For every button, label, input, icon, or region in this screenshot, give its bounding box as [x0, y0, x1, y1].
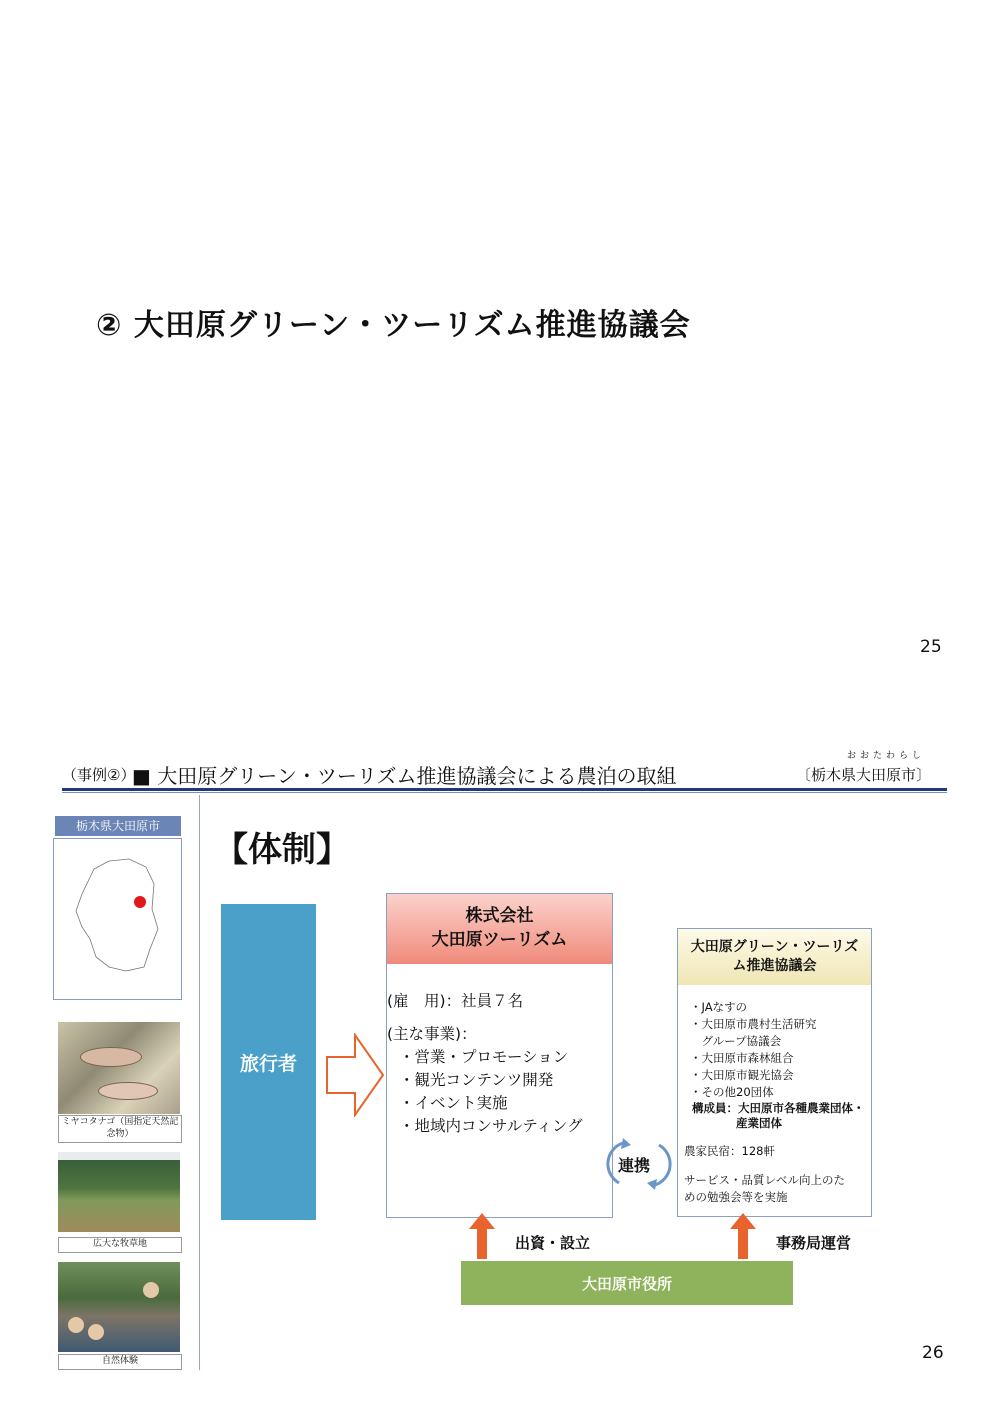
photo-pasture [58, 1152, 180, 1232]
fish-icon [98, 1082, 158, 1100]
header-rule [62, 788, 947, 791]
council-name-line1: 大田原グリーン・ツーリズ [690, 939, 859, 955]
invest-label: 出資・設立 [515, 1234, 591, 1252]
slide-title: ■ 大田原グリーン・ツーリズム推進協議会による農泊の取組 [132, 764, 677, 788]
composition-line2: 産業団体 [736, 1116, 782, 1130]
council-header [678, 929, 871, 985]
person-icon [143, 1282, 159, 1298]
prefecture-map [53, 838, 182, 1000]
page-number: 25 [920, 637, 942, 657]
council-member: ・大田原市森林組合 [690, 1051, 794, 1065]
location-ruby: おおたわらし [846, 751, 925, 761]
link-label: 連携 [618, 1156, 651, 1175]
location-label: 〔栃木県大田原市〕 [795, 766, 931, 784]
map-title: 栃木県大田原市 [55, 816, 181, 836]
fish-icon [80, 1047, 142, 1067]
council-box [677, 928, 872, 1217]
business-item: ・観光コンテンツ開発 [399, 1071, 554, 1089]
diagram-title: 【体制】 [214, 830, 350, 870]
company-header [387, 894, 612, 964]
council-note-line2: めの勉強会等を実施 [684, 1190, 788, 1204]
person-icon [68, 1317, 84, 1333]
traveler-box: 旅行者 [221, 904, 316, 1220]
header-rule-thin [62, 792, 947, 793]
arrow-up-icon [469, 1213, 495, 1259]
composition-label: 構成員： [692, 1101, 738, 1115]
council-member: ・JAなすの [690, 1000, 748, 1014]
caption-pasture: 広大な牧草地 [58, 1237, 182, 1253]
secretariat-label: 事務局運営 [776, 1234, 852, 1252]
page-number: 26 [922, 1343, 944, 1363]
company-name-line1: 株式会社 [465, 906, 534, 926]
council-member: ・大田原市観光協会 [690, 1068, 794, 1082]
company-box [386, 893, 613, 1218]
city-office-box: 大田原市役所 [461, 1261, 793, 1305]
company-name-line2: 大田原ツーリズム [431, 930, 568, 950]
council-member: ・大田原市農村生活研究 [690, 1017, 817, 1031]
council-name-line2: ム推進協議会 [732, 958, 817, 974]
business-item: ・地域内コンサルティング [399, 1117, 583, 1135]
council-member: グループ協議会 [690, 1034, 782, 1048]
arrow-right-icon [325, 1033, 385, 1117]
council-member: ・その他20団体 [690, 1085, 774, 1099]
location-marker-icon [134, 896, 146, 908]
arrow-up-icon [730, 1213, 756, 1259]
caption-fish: ミヤコタナゴ（国指定天然記念物） [58, 1115, 182, 1143]
person-icon [88, 1324, 104, 1340]
case-label: （事例②） [62, 766, 136, 784]
composition-line1: 大田原市各種農業団体・ [738, 1101, 865, 1115]
employment-text: (雇 用)：社員７名 [387, 992, 524, 1010]
sidebar-divider [199, 795, 200, 1370]
caption-nature: 自然体験 [58, 1354, 182, 1370]
business-item: ・イベント実施 [399, 1094, 508, 1112]
photo-fish [58, 1022, 180, 1114]
map-outline-icon [54, 839, 181, 999]
business-heading: (主な事業)： [387, 1025, 477, 1043]
council-note-line1: サービス・品質レベル向上のた [684, 1173, 845, 1187]
farm-stays-count: 農家民宿：128軒 [684, 1144, 775, 1158]
section-title: ② 大田原グリーン・ツーリズム推進協議会 [96, 308, 691, 343]
photo-nature-experience [58, 1262, 180, 1352]
business-item: ・営業・プロモーション [399, 1048, 569, 1066]
